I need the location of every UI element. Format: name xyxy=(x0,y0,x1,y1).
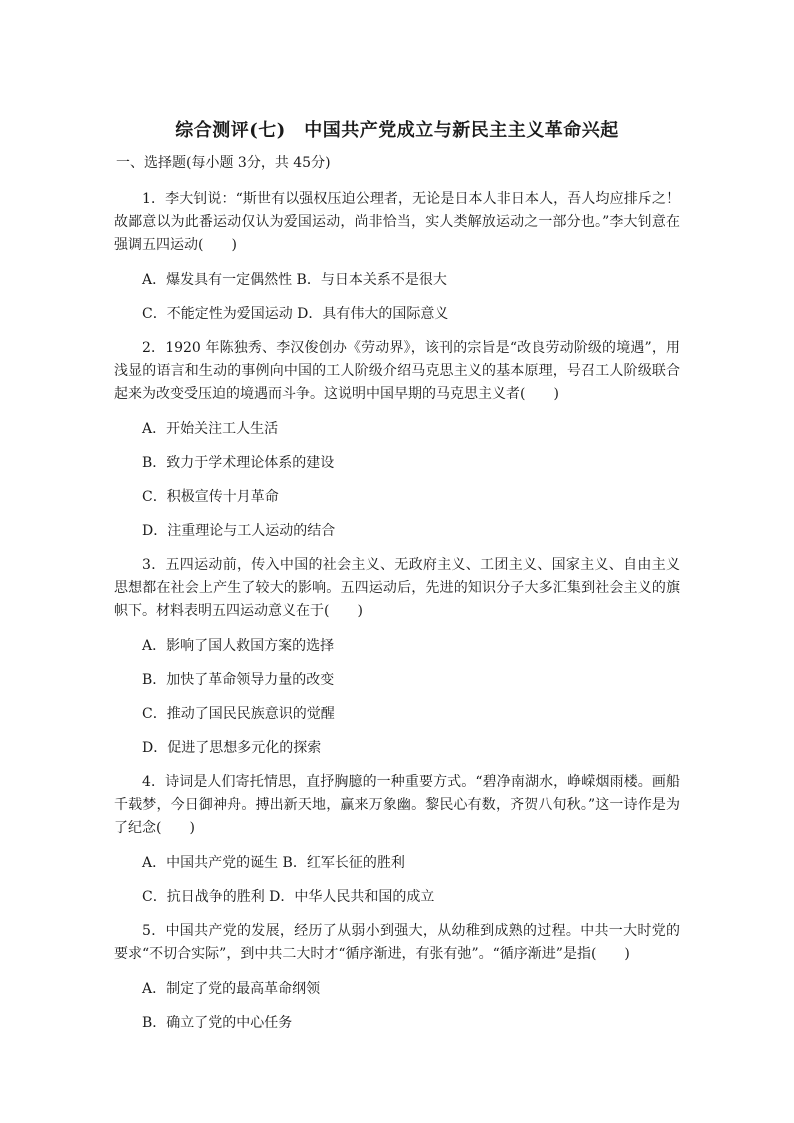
option-line: B．致力于学术理论体系的建设 xyxy=(142,455,335,471)
option-line: A．影响了国人救国方案的选择 xyxy=(142,638,335,654)
question-stem: 2．1920 年陈独秀、李汉俊创办《劳动界》，该刊的宗旨是“改良劳动阶级的境遇”，用浅显的语言和生动的事例向中国的工人阶级介绍马克思主义的基本原理，号召工人阶级联合起来为改变受压迫的境遇而斗争。这说明中国早期的马克思主义者( ) xyxy=(114,340,680,402)
option-line: B．加快了革命领导力量的改变 xyxy=(142,672,335,688)
question-stem: 3．五四运动前，传入中国的社会主义、无政府主义、工团主义、国家主义、自由主义思想都在社会上产生了较大的影响。五四运动后，先进的知识分子大多汇集到社会主义的旗帜下。材料表明五四运动意义在于( ) xyxy=(114,557,680,619)
page-title: 综合测评(七) 中国共产党成立与新民主主义革命兴起 xyxy=(175,120,619,141)
option-line: C．推动了国民民族意识的觉醒 xyxy=(142,706,335,722)
question-stem: 4．诗词是人们寄托情思，直抒胸臆的一种重要方式。“碧净南湖水，峥嵘烟雨楼。画船千载梦，今日御神舟。搏出新天地，赢来万象幽。黎民心有数，齐贺八旬秋。”这一诗作是为了纪念( ) xyxy=(114,774,680,836)
question-stem: 5．中国共产党的发展，经历了从弱小到强大，从幼稚到成熟的过程。中共一大时党的要求“不切合实际”，到中共二大时才“循序渐进，有张有弛”。“循序渐进”是指( ) xyxy=(114,923,680,962)
option-line: A．爆发具有一定偶然性 B．与日本关系不是很大 xyxy=(142,272,447,288)
option-line: C．不能定性为爱国运动 D．具有伟大的国际意义 xyxy=(142,306,449,322)
question-2 xyxy=(114,337,680,542)
option-line: A．制定了党的最高革命纲领 xyxy=(142,981,321,997)
option-line: A．开始关注工人生活 xyxy=(142,421,279,437)
option-line: A．中国共产党的诞生 B．红军长征的胜利 xyxy=(142,855,405,871)
question-5 xyxy=(114,920,680,1034)
option-line: C．抗日战争的胜利 D．中华人民共和国的成立 xyxy=(142,889,435,905)
section-heading: 一、选择题(每小题 3分，共 45分) xyxy=(116,155,331,171)
option-line: D．注重理论与工人运动的结合 xyxy=(142,523,336,539)
question-3 xyxy=(114,554,680,759)
option-line: C．积极宣传十月革命 xyxy=(142,489,279,505)
question-stem: 1．李大钊说：“斯世有以强权压迫公理者，无论是日本人非日本人，吾人均应排斥之！故鄙意以为此番运动仅认为爱国运动，尚非恰当，实人类解放运动之一部分也。”李大钊意在强调五四运动( ) xyxy=(114,191,680,253)
option-line: D．促进了思想多元化的探索 xyxy=(142,740,322,756)
question-4 xyxy=(114,771,680,908)
option-line: B．确立了党的中心任务 xyxy=(142,1015,293,1031)
question-1 xyxy=(114,188,680,325)
